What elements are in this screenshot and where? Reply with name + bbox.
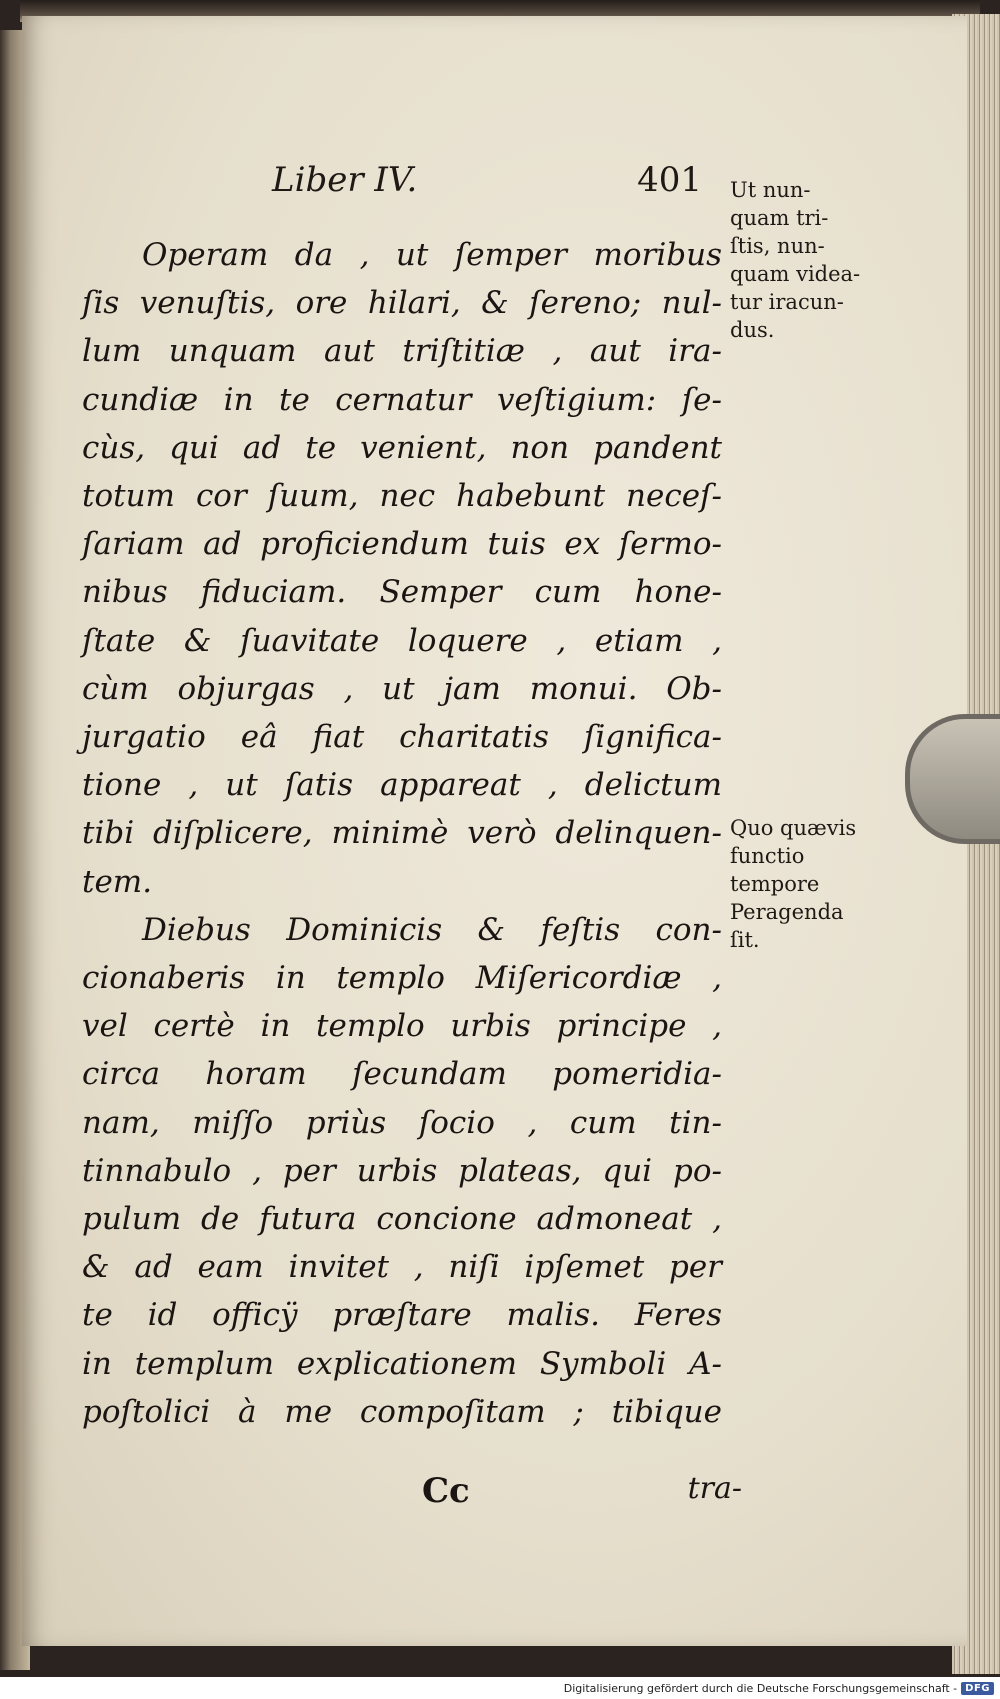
marginal-line: tur iracun- <box>730 290 844 314</box>
marginal-line: Peragenda <box>730 900 844 924</box>
text-line: nibus fiduciam. Semper cum hone- <box>82 574 722 611</box>
marginal-note-2 <box>730 814 880 954</box>
text-line: Operam da , ut ſemper moribus <box>142 237 722 273</box>
text-line: vel certè in templo urbis principe , <box>82 1008 722 1045</box>
text-line: jurgatio eâ fiat charitatis ſignifica- <box>82 719 722 756</box>
text-line: tinnabulo , per urbis plateas, qui po- <box>82 1152 722 1189</box>
marginal-line: dus. <box>730 318 775 342</box>
text-line: cundiæ in te cernatur veſtigium: ſe- <box>82 381 722 418</box>
marginal-line: tempore <box>730 872 820 896</box>
catchword: tra- <box>687 1471 742 1506</box>
text-line: in templum explicationem Symboli A- <box>82 1345 722 1382</box>
marginal-line: quam videa- <box>730 262 861 286</box>
text-line: tione , ut ſatis appareat , delictum <box>82 767 722 804</box>
footer-credit: Digitalisierung gefördert durch die Deutsche Forschungsgemeinschaft - <box>563 1681 958 1695</box>
page-number: 401 <box>637 160 702 200</box>
text-line: & ad eam invitet , niſi ipſemet per <box>82 1249 722 1286</box>
text-line: te id officÿ præſtare malis. Feres <box>82 1297 722 1334</box>
text-line: tibi diſplicere, minimè verò delinquen- <box>82 815 722 852</box>
text-line: cùs, qui ad te venient, non pandent <box>82 429 722 466</box>
footer-bar <box>0 1677 1000 1699</box>
text-line: nam, miſſo priùs ſocio , cum tin- <box>82 1104 722 1141</box>
catchword-row <box>82 1471 742 1521</box>
marginal-line: Ut nun- <box>730 178 811 202</box>
marginal-line: quam tri- <box>730 206 829 230</box>
text-line: ſtate & ſuavitate loquere , etiam , <box>82 622 722 659</box>
text-line: pulum de futura concione admoneat , <box>82 1201 722 1238</box>
running-head-title: Liber IV. <box>272 160 418 200</box>
text-line: ſariam ad proficiendum tuis ex ſermo- <box>82 526 722 563</box>
text-line: totum cor ſuum, nec habebunt neceſ- <box>82 478 722 515</box>
marginal-line: Quo quævis <box>730 816 857 840</box>
text-line: lum unquam aut triſtitiæ , aut ira- <box>82 333 722 370</box>
book-page <box>22 16 967 1646</box>
text-line: poſtolici à me compoſitam ; tibique <box>82 1393 722 1430</box>
text-line: tem. <box>82 863 153 900</box>
dfg-logo: DFG <box>961 1682 994 1695</box>
marginal-note-1 <box>730 176 880 344</box>
signature-mark: Cc <box>422 1471 470 1511</box>
text-line: cionaberis in templo Miſericordiæ , <box>82 960 722 997</box>
marginal-line: functio <box>730 844 805 868</box>
marginal-line: ſit. <box>730 928 760 952</box>
text-line: circa horam ſecundam pomeridia- <box>82 1056 722 1093</box>
text-line: Diebus Dominicis & feſtis con- <box>142 911 722 948</box>
marginal-line: ſtis, nun- <box>730 234 825 258</box>
text-line: cùm objurgas , ut jam monui. Ob- <box>82 670 722 707</box>
body-text <box>82 231 722 1436</box>
running-head <box>272 160 702 200</box>
text-line: ſis venuſtis, ore hilari, & ſereno; nul- <box>82 285 722 322</box>
